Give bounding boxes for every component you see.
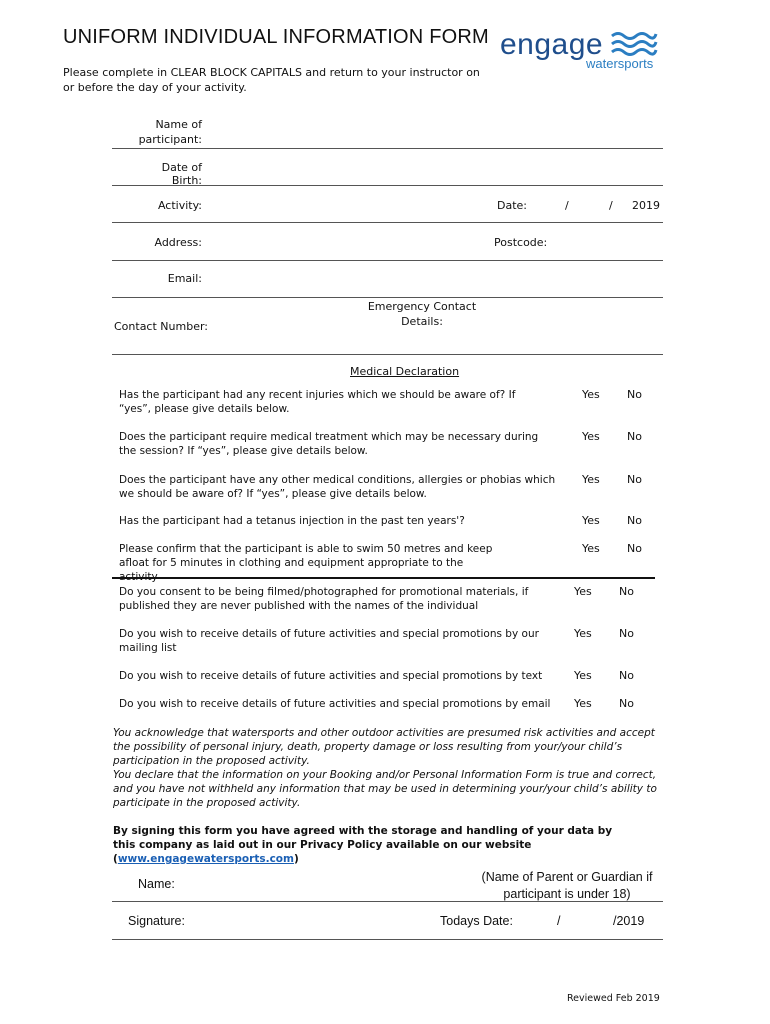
medical-q4-yes[interactable]: Yes (582, 514, 600, 527)
medical-declaration-heading: Medical Declaration (350, 365, 460, 378)
medical-q1-no[interactable]: No (627, 388, 642, 401)
todays-date-year: /2019 (613, 914, 645, 928)
email-label: Email: (167, 272, 202, 285)
reviewed-date: Reviewed Feb 2019 (567, 993, 660, 1004)
medical-q3-yes[interactable]: Yes (582, 473, 600, 486)
medical-q2-no[interactable]: No (627, 430, 642, 443)
dob-input-line[interactable] (112, 185, 663, 186)
privacy-statement (113, 824, 633, 866)
consent-question-2: Do you wish to receive details of future activities and special promotions by our mailing list (119, 628, 539, 654)
name-signature-line[interactable] (112, 901, 663, 902)
privacy-close-paren: ) (293, 853, 299, 865)
email-input-line[interactable] (112, 297, 663, 298)
logo-subtitle: watersports (586, 56, 654, 71)
consent-question-3: Do you wish to receive details of future activities and special promotions by text (119, 670, 543, 682)
name-of-participant-label: Name of participant: (138, 118, 202, 146)
contact-input-line[interactable] (112, 354, 663, 355)
acknowledgement-risk: You acknowledge that watersports and other outdoor activities are presumed risk activities and accept the possibility of personal injury, death, property damage or loss resulting from your/your child’s participation in the proposed activity. (113, 727, 655, 767)
medical-q3-no[interactable]: No (627, 473, 642, 486)
medical-question-4: Has the participant had a tetanus injection in the past ten years'? (119, 515, 465, 527)
consent-q1-no[interactable]: No (619, 585, 634, 598)
privacy-text: By signing this form you have agreed with the storage and handling of your data by this company as laid out in our Privacy Policy available on our website (113, 825, 613, 851)
consent-q4-yes[interactable]: Yes (574, 697, 592, 710)
consent-q1-yes[interactable]: Yes (574, 585, 592, 598)
todays-date-separator: / (557, 914, 561, 928)
logo-waves-icon (610, 30, 658, 58)
medical-question-3: Does the participant have any other medical conditions, allergies or phobias which we should be aware of? If “yes”, please give details below. (119, 474, 556, 500)
date-year: 2019 (632, 199, 660, 212)
medical-question-2: Does the participant require medical treatment which may be necessary during the session? If “yes”, please give details below. (119, 431, 539, 457)
date-of-birth-label: Date of Birth: (161, 161, 202, 187)
medical-q2-yes[interactable]: Yes (582, 430, 600, 443)
privacy-open-paren: ( (113, 853, 118, 865)
emergency-contact-label: Emergency Contact Details: (367, 300, 477, 328)
medical-q4-no[interactable]: No (627, 514, 642, 527)
name-label: Name: (138, 877, 175, 891)
name-input-line[interactable] (112, 148, 663, 149)
consent-q3-yes[interactable]: Yes (574, 669, 592, 682)
medical-question-1: Has the participant had any recent injuries which we should be aware of? If “yes”, please give details below. (119, 389, 516, 415)
acknowledgement-declaration: You declare that the information on your Booking and/or Personal Information Form is true and correct, and you have not withheld any information that may be used in determining your/your child’s ability to participate in the proposed activity. (113, 769, 657, 809)
signature-label: Signature: (128, 914, 185, 928)
medical-q5-no[interactable]: No (627, 542, 642, 555)
consent-q2-no[interactable]: No (619, 627, 634, 640)
contact-number-label: Contact Number: (114, 320, 208, 333)
logo-wordmark: engage (500, 28, 604, 61)
consent-q4-no[interactable]: No (619, 697, 634, 710)
activity-input-line[interactable] (112, 222, 663, 223)
consent-question-4: Do you wish to receive details of future activities and special promotions by email (119, 698, 551, 710)
signature-input-line[interactable] (112, 939, 663, 940)
form-instructions: Please complete in CLEAR BLOCK CAPITALS and return to your instructor on or before the day of your activity. (63, 66, 480, 94)
activity-date-label: Date: (497, 199, 527, 212)
activity-label: Activity: (157, 199, 202, 212)
medical-q5-yes[interactable]: Yes (582, 542, 600, 555)
section-divider (112, 577, 655, 579)
address-input-line[interactable] (112, 260, 663, 261)
guardian-note: (Name of Parent or Guardian if participant is under 18) (481, 870, 653, 901)
date-separator-1: / (565, 199, 569, 212)
date-separator-2: / (609, 199, 613, 212)
website-link[interactable]: www.engagewatersports.com (117, 853, 294, 865)
medical-question-5: Please confirm that the participant is able to swim 50 metres and keep afloat for 5 minutes in clothing and equipment appropriate to the activity (119, 543, 493, 583)
consent-q2-yes[interactable]: Yes (574, 627, 592, 640)
consent-q3-no[interactable]: No (619, 669, 634, 682)
address-label: Address: (154, 236, 202, 249)
form-title: UNIFORM INDIVIDUAL INFORMATION FORM (63, 26, 489, 48)
consent-question-1: Do you consent to be being filmed/photographed for promotional materials, if published they are never published with the names of the individual (119, 586, 529, 612)
todays-date-label: Todays Date: (440, 914, 513, 928)
postcode-label: Postcode: (494, 236, 548, 249)
medical-q1-yes[interactable]: Yes (582, 388, 600, 401)
